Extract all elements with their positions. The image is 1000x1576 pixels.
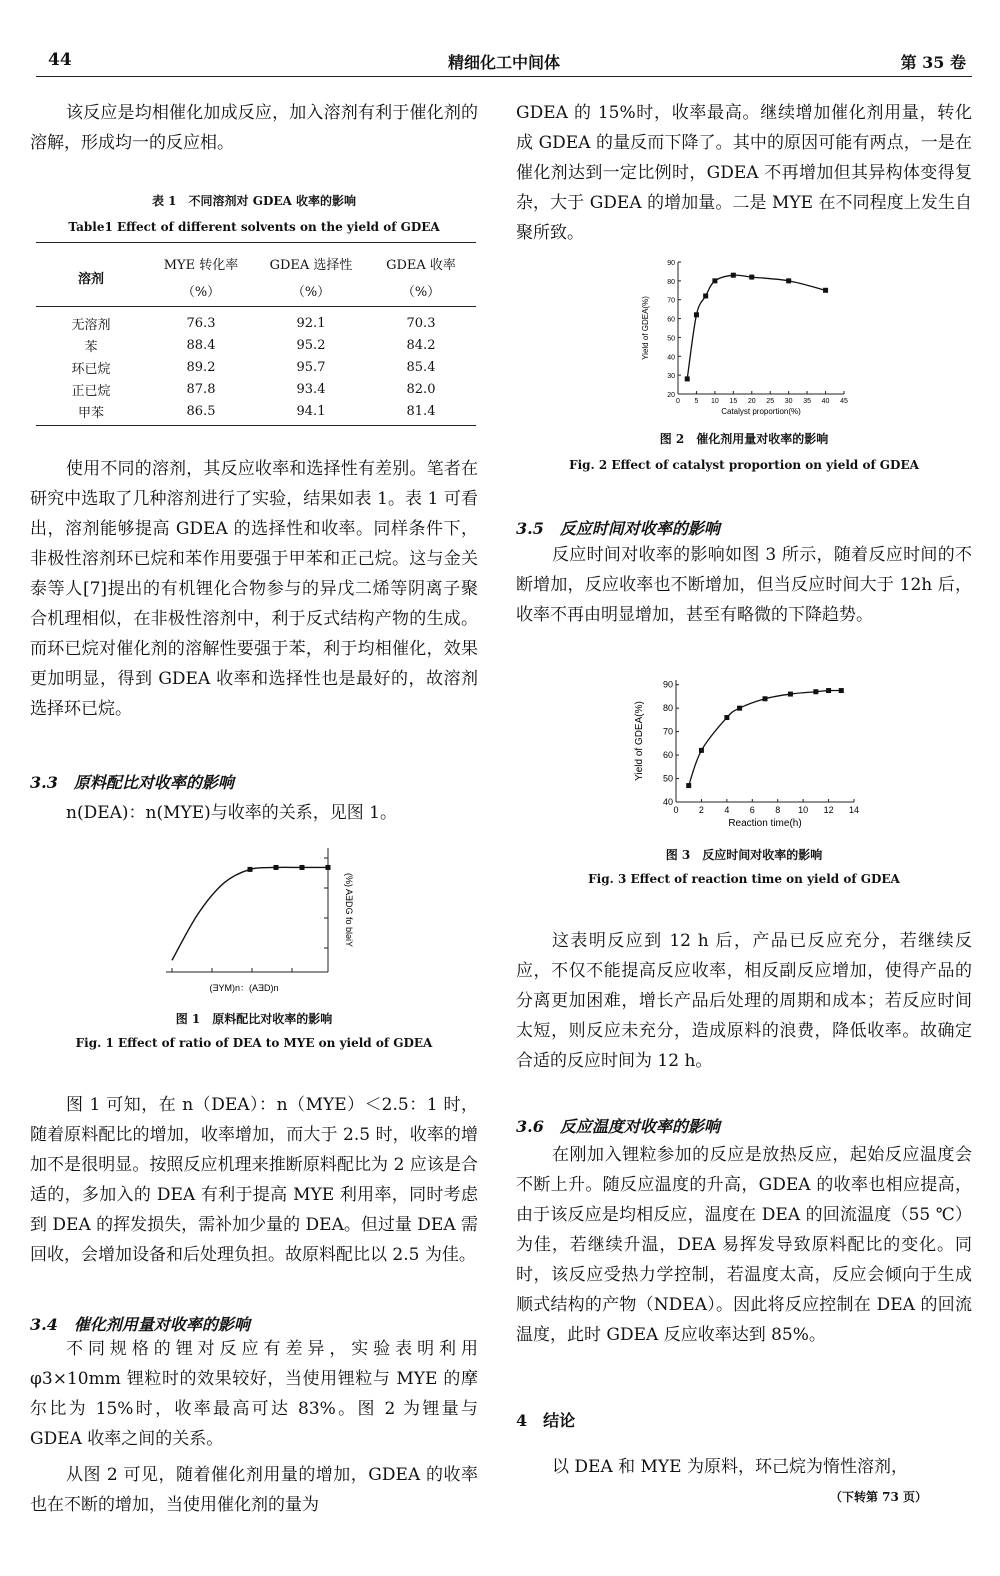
table-value-cell: 92.1: [296, 315, 326, 331]
fig3-xlabel: Reaction time(h): [728, 818, 802, 829]
fig3-y-tick-label: 50: [662, 773, 673, 784]
fig2-y-tick-label: 80: [667, 278, 675, 286]
fig1-ylabel: (%) AƎDG fo bləiY: [344, 872, 354, 948]
fig2-y-tick-label: 70: [667, 297, 675, 305]
fig3-data-point: [686, 783, 691, 788]
fig3-y-tick-label: 40: [662, 797, 673, 807]
fig3-y-tick-label: 70: [662, 726, 673, 737]
solvent-table: [36, 250, 476, 304]
fig3-x-tick-label: 8: [775, 805, 781, 815]
fig2-x-tick-label: 35: [803, 398, 812, 405]
fig2-y-tick-label: 20: [667, 392, 675, 399]
table-bottom-rule: [36, 425, 476, 426]
fig2-data-point: [749, 275, 754, 280]
fig3-data-point: [699, 748, 704, 753]
fig3-series-line: [689, 690, 842, 785]
table-header-cell: GDEA 选择性: [269, 257, 353, 273]
table-row: [36, 356, 476, 378]
solvent-name-cell: 无溶剂: [71, 317, 111, 333]
figure-3-caption-en: Fig. 3 Effect of reaction time on yield of GDEA: [588, 872, 900, 886]
fig1-series-line: [172, 867, 328, 960]
fig3-data-point: [788, 692, 793, 697]
fig2-x-tick-label: 20: [747, 398, 756, 405]
fig3-y-tick-label: 60: [662, 750, 673, 761]
fig3-y-tick-label: 80: [662, 703, 673, 714]
table1-caption-en: Table1 Effect of different solvents on the yield of GDEA: [68, 220, 440, 234]
fig2-data-point: [731, 273, 736, 278]
fig2-series-line: [687, 275, 825, 379]
fig2-xlabel: Catalyst proportion(%): [721, 407, 801, 416]
section-3-6-heading: 3.6 反应温度对收率的影响: [516, 1117, 720, 1136]
left-para-6: 从图 2 可见，随着催化剂用量的增加，GDEA 的收率也在不断的增加，当使用催化剂的量为: [30, 1465, 478, 1515]
fig2-y-tick-label: 90: [667, 260, 675, 267]
fig3-data-point: [813, 689, 818, 694]
figure-2-chart: [630, 254, 860, 420]
fig2-x-tick-label: 45: [840, 398, 848, 405]
journal-title: 精细化工中间体: [447, 53, 560, 72]
section-4-heading: 4 结论: [516, 1411, 576, 1430]
figure-3-caption-cn: 图 3 反应时间对收率的影响: [665, 848, 823, 862]
table-value-cell: 70.3: [406, 315, 436, 331]
solvent-name-cell: 环已烷: [71, 361, 111, 377]
solvent-name-cell: 苯: [84, 339, 98, 355]
solvent-name-cell: 正已烷: [71, 383, 111, 399]
table-value-cell: 93.4: [296, 381, 326, 397]
left-para-3: n(DEA)：n(MYE)与收率的关系，见图 1。: [66, 803, 398, 823]
fig3-x-tick-label: 12: [823, 805, 834, 815]
fig2-data-point: [685, 376, 690, 381]
table-value-cell: 95.2: [296, 337, 326, 353]
fig2-ylabel: Yield of GDEA(%): [641, 296, 650, 360]
right-para-1: GDEA 的 15%时，收率最高。继续增加催化剂用量，转化成 GDEA 的量反而下降了。其中的原因可能有两点，一是在催化剂达到一定比例时，GDEA 不再增加但其异构体变得复杂，大于 GDEA 的增加量。二是 MYE 在不同程度上发生自聚所致。: [516, 103, 972, 243]
figure-2-caption-cn: 图 2 催化剂用量对收率的影响: [659, 432, 829, 446]
right-para-4: 在刚加入锂粒参加的反应是放热反应，起始反应温度会不断上升。随反应温度的升高，GDEA 的收率也相应提高，由于该反应是均相反应，温度在 DEA 的回流温度（55 ℃）为佳，若继续升温，DEA 易挥发导致原料配比的变化。同时，该反应受热力学控制，若温度太高，反应会倾向于生成顺式结构的产物（NDEA）。因此将反应控制在 DEA 的回流温度，此时 GDEA 反应收率达到 85%。: [516, 1145, 972, 1345]
left-para-2: 使用不同的溶剂，其反应收率和选择性有差别。笔者在研究中选取了几种溶剂进行了实验，结果如表 1。表 1 可看出，溶剂能够提高 GDEA 的选择性和收率。同样条件下，非极性溶剂环已烷和苯作用要强于甲苯和正己烷。这与金关泰等人[7]提出的有机锂化合物参与的异戊二烯等阴离子聚合机理相似，在非极性溶剂中，利于反式结构产物的生成。而环已烷对催化剂的溶解性要强于苯，利于均相催化，效果更加明显，得到 GDEA 收率和选择性也是最好的，故溶剂选择环已烷。: [30, 459, 478, 719]
table-value-cell: 95.7: [296, 359, 326, 375]
volume-label: 第 35 卷: [900, 53, 966, 72]
solvent-name-cell: 甲苯: [77, 405, 104, 421]
fig3-x-tick-label: 10: [798, 805, 809, 815]
fig3-x-tick-label: 14: [848, 805, 860, 815]
table-top-rule: [36, 242, 476, 243]
table-row: [36, 312, 476, 334]
table-value-cell: 94.1: [296, 403, 326, 419]
table-row: [36, 378, 476, 400]
fig2-x-tick-label: 25: [766, 398, 775, 405]
fig3-data-point: [737, 706, 742, 711]
table-header-row: [36, 250, 476, 276]
table-header-cell: GDEA 收率: [386, 257, 456, 273]
figure-1-caption-cn: 图 1 原料配比对收率的影响: [175, 1012, 333, 1026]
fig3-y-tick-label: 90: [662, 679, 673, 690]
table-value-cell: 89.2: [186, 359, 216, 375]
fig3-ylabel: Yield of GDEA(%): [634, 701, 645, 781]
figure-1-caption-en: Fig. 1 Effect of ratio of DEA to MYE on yield of GDEA: [75, 1036, 433, 1050]
left-para-5: 不同规格的锂对反应有差异，实验表明利用 φ3×10mm 锂粒时的效果较好，当使用锂粒与 MYE 的摩尔比为 15%时，收率最高可达 83%。图 2 为锂量与 GDEA 收率之间的关系。: [30, 1339, 478, 1449]
fig2-y-tick-label: 30: [667, 373, 675, 381]
table-unit-cell: （%）: [291, 284, 331, 300]
section-3-3-heading: 3.3 原料配比对收率的影响: [30, 773, 234, 792]
fig2-data-point: [786, 278, 791, 283]
fig1-data-point: [274, 865, 279, 870]
fig2-data-point: [703, 293, 708, 298]
fig3-data-point: [724, 715, 729, 720]
fig2-x-tick-label: 15: [729, 398, 738, 405]
fig2-data-point: [712, 278, 717, 283]
table-value-cell: 88.4: [186, 337, 216, 353]
table-value-cell: 76.3: [186, 315, 216, 331]
figure-2-caption-en: Fig. 2 Effect of catalyst proportion on yield of GDEA: [569, 458, 919, 472]
section-3-4-heading: 3.4 催化剂用量对收率的影响: [30, 1315, 250, 1334]
fig2-x-tick-label: 0: [676, 398, 680, 405]
fig3-x-tick-label: 4: [724, 805, 730, 815]
table-value-cell: 81.4: [406, 403, 436, 419]
fig2-x-tick-label: 10: [710, 398, 719, 405]
left-para-4: 图 1 可知，在 n（DEA）：n（MYE）＜2.5：1 时，随着原料配比的增加，收率增加，而大于 2.5 时，收率的增加不是很明显。按照反应机理来推断原料配比为 2 应该是合适的，多加入的 DEA 有利于提高 MYE 利用率，同时考虑到 DEA 的挥发损失，需补加少量的 DEA。但过量 DEA 需回收，会增加设备和后处理负担。故原料配比以 2.5 为佳。: [30, 1095, 478, 1265]
fig3-data-point: [763, 696, 768, 701]
fig3-x-tick-label: 2: [698, 805, 704, 815]
fig3-data-point: [826, 688, 831, 693]
fig1-xlabel: (ƎYM)n：(AƎD)n: [209, 983, 279, 993]
fig2-y-tick-label: 50: [667, 335, 675, 343]
fig2-y-tick-label: 40: [667, 354, 675, 362]
table-unit-cell: （%）: [401, 284, 441, 300]
table-value-cell: 85.4: [406, 359, 436, 375]
right-para-2: 反应时间对收率的影响如图 3 所示，随着反应时间的不断增加，反应收率也不断增加，但当反应时间大于 12h 后，收率不再由明显增加，甚至有略微的下降趋势。: [516, 545, 972, 625]
figure-1-chart: [160, 838, 360, 1000]
table-row: [36, 334, 476, 356]
fig1-data-point: [326, 865, 331, 870]
continued-note: （下转第 73 页）: [830, 1490, 928, 1504]
fig3-data-point: [839, 688, 844, 693]
fig3-x-tick-label: 0: [673, 805, 679, 815]
left-para-1: 该反应是均相催化加成反应，加入溶剂有利于催化剂的溶解，形成均一的反应相。: [30, 103, 478, 153]
fig2-x-tick-label: 5: [694, 398, 699, 405]
table-row: [36, 400, 476, 422]
table-header-cell: MYE 转化率: [163, 257, 239, 273]
table-value-cell: 82.0: [406, 381, 436, 397]
table-value-cell: 87.8: [186, 381, 216, 397]
table1-caption-cn: 表 1 不同溶剂对 GDEA 收率的影响: [152, 194, 356, 208]
right-para-5: 以 DEA 和 MYE 为原料，环己烷为惰性溶剂，: [552, 1457, 908, 1477]
fig1-data-point: [300, 865, 305, 870]
fig3-x-tick-label: 6: [749, 805, 755, 815]
page-header: [36, 50, 972, 77]
table-header-cell: 溶剂: [77, 271, 104, 287]
section-3-5-heading: 3.5 反应时间对收率的影响: [516, 519, 720, 538]
table-value-cell: 84.2: [406, 337, 436, 353]
fig2-data-point: [823, 288, 828, 293]
fig2-y-tick-label: 60: [667, 316, 675, 324]
page-number: 44: [48, 50, 72, 70]
fig2-x-tick-label: 30: [784, 398, 793, 405]
solvent-table-body: [36, 312, 476, 422]
fig2-data-point: [694, 312, 699, 317]
fig1-data-point: [248, 867, 253, 872]
fig2-x-tick-label: 40: [821, 398, 830, 405]
table-unit-cell: （%）: [181, 284, 221, 300]
table-mid-rule: [36, 306, 476, 307]
figure-3-chart: [630, 672, 870, 836]
table-value-cell: 86.5: [186, 403, 216, 419]
right-para-3: 这表明反应到 12 h 后，产品已反应充分，若继续反应，不仅不能提高反应收率，相反副反应增加，使得产品的分离更加困难，增长产品后处理的周期和成本；若反应时间太短，则反应未充分，造成原料的浪费，降低收率。故确定合适的反应时间为 12 h。: [516, 931, 972, 1071]
